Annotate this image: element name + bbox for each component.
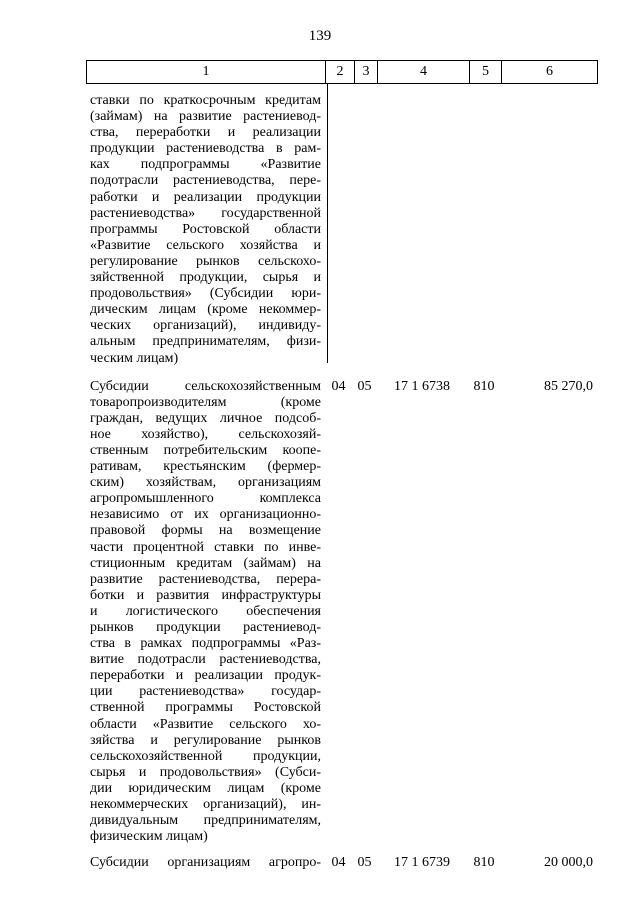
description-line: дическим лицам (кроме некоммер- bbox=[90, 302, 321, 318]
table-body bbox=[86, 83, 597, 871]
description-line: зяйственной продукции, сырья и bbox=[90, 270, 321, 286]
description-line: и логистического обеспечения bbox=[90, 603, 321, 619]
description-line: товаропроизводителям (кроме bbox=[90, 394, 321, 410]
table-header bbox=[86, 60, 598, 84]
section-code: 04 bbox=[331, 378, 346, 394]
table-row bbox=[86, 379, 597, 846]
description-line: ческих организаций), индивиду- bbox=[90, 318, 321, 334]
description-line: Субсидии организациям агропро- bbox=[90, 855, 321, 871]
description-line: физическим лицам) bbox=[90, 829, 208, 845]
description-line: растениеводства» государственной bbox=[90, 205, 321, 221]
expense-type-code: 810 bbox=[473, 378, 495, 394]
description-line: граждан, ведущих личное подсоб- bbox=[90, 410, 321, 426]
table-row bbox=[86, 855, 597, 871]
description-line: ственной программы Ростовской bbox=[90, 700, 321, 716]
description-line: переработки и реализации продук- bbox=[90, 668, 321, 684]
description-line: сырья и продовольствия» (Субси- bbox=[90, 764, 321, 780]
description-line: продовольствия» (Субсидии юри- bbox=[90, 286, 321, 302]
description-line: ставки по краткосрочным кредитам bbox=[90, 93, 321, 108]
amount-value: 85 270,0 bbox=[544, 378, 593, 394]
description-line: (займам) на развитие растениевод- bbox=[90, 109, 321, 125]
description-line: области «Развитие сельского хо- bbox=[90, 716, 321, 732]
expense-type-code: 810 bbox=[473, 855, 495, 871]
description-line: ботки и развития инфраструктуры bbox=[90, 587, 321, 603]
row-description bbox=[86, 93, 324, 367]
target-article-code: 17 1 6739 bbox=[394, 855, 450, 871]
description-line: ции растениеводства» государ- bbox=[90, 684, 321, 700]
column-header-2: 2 bbox=[326, 61, 355, 84]
row-description bbox=[86, 855, 324, 871]
description-line: дии юридическим лицам (кроме bbox=[90, 780, 321, 796]
description-line: программы Ростовской области bbox=[90, 221, 321, 237]
description-line: регулирование рынков сельскохо- bbox=[90, 253, 321, 269]
column-header-1: 1 bbox=[87, 61, 326, 84]
description-line: ства в рамках подпрограммы «Раз- bbox=[90, 636, 321, 652]
description-line: агропромышленного комплекса bbox=[90, 491, 321, 507]
description-line: дивидуальным предпринимателям, bbox=[90, 813, 321, 829]
description-line: ках подпрограммы «Развитие bbox=[90, 157, 321, 173]
description-line: развитие растениеводства, перера- bbox=[90, 571, 321, 587]
description-line: Субсидии сельскохозяйственным bbox=[90, 378, 321, 394]
description-line: ства, переработки и реализации bbox=[90, 125, 321, 141]
description-line: правовой формы на возмещение bbox=[90, 523, 321, 539]
description-line: продукции растениеводства в рам- bbox=[90, 141, 321, 157]
description-line: ративам, крестьянским (фермер- bbox=[90, 459, 321, 475]
column-header-6: 6 bbox=[502, 61, 598, 84]
description-line: альным предпринимателям, физи- bbox=[90, 334, 321, 350]
page-number: 139 bbox=[308, 28, 332, 44]
description-line: сельскохозяйственной продукции, bbox=[90, 748, 321, 764]
row-description bbox=[86, 379, 324, 846]
description-line: ским) хозяйствам, организациям bbox=[90, 475, 321, 491]
description-line: витие подотрасли растениеводства, bbox=[90, 652, 321, 668]
subsection-code: 05 bbox=[357, 378, 372, 394]
description-line: «Развитие сельского хозяйства и bbox=[90, 237, 321, 253]
target-article-code: 17 1 6738 bbox=[394, 378, 450, 394]
description-line: стиционным кредитам (займам) на bbox=[90, 555, 321, 571]
subsection-code: 05 bbox=[357, 855, 372, 871]
column-header-5: 5 bbox=[470, 61, 502, 84]
description-line: работки и реализации продукции bbox=[90, 189, 321, 205]
table-row bbox=[86, 93, 597, 367]
description-line: ное хозяйство), сельскохозяй- bbox=[90, 426, 321, 442]
column-header-4: 4 bbox=[378, 61, 470, 84]
section-code: 04 bbox=[331, 855, 346, 871]
description-line: зяйства и регулирование рынков bbox=[90, 732, 321, 748]
description-line: подотрасли растениеводства, пере- bbox=[90, 173, 321, 189]
description-line: некоммерческих организаций), ин- bbox=[90, 797, 321, 813]
description-line: ческим лицам) bbox=[90, 350, 179, 366]
description-line: части процентной ставки по инве- bbox=[90, 539, 321, 555]
description-line: ственным потребительским коопе- bbox=[90, 442, 321, 458]
description-line: рынков продукции растениевод- bbox=[90, 620, 321, 635]
amount-value: 20 000,0 bbox=[544, 855, 593, 871]
description-line: независимо от их организационно- bbox=[90, 507, 321, 523]
column-header-3: 3 bbox=[355, 61, 378, 84]
